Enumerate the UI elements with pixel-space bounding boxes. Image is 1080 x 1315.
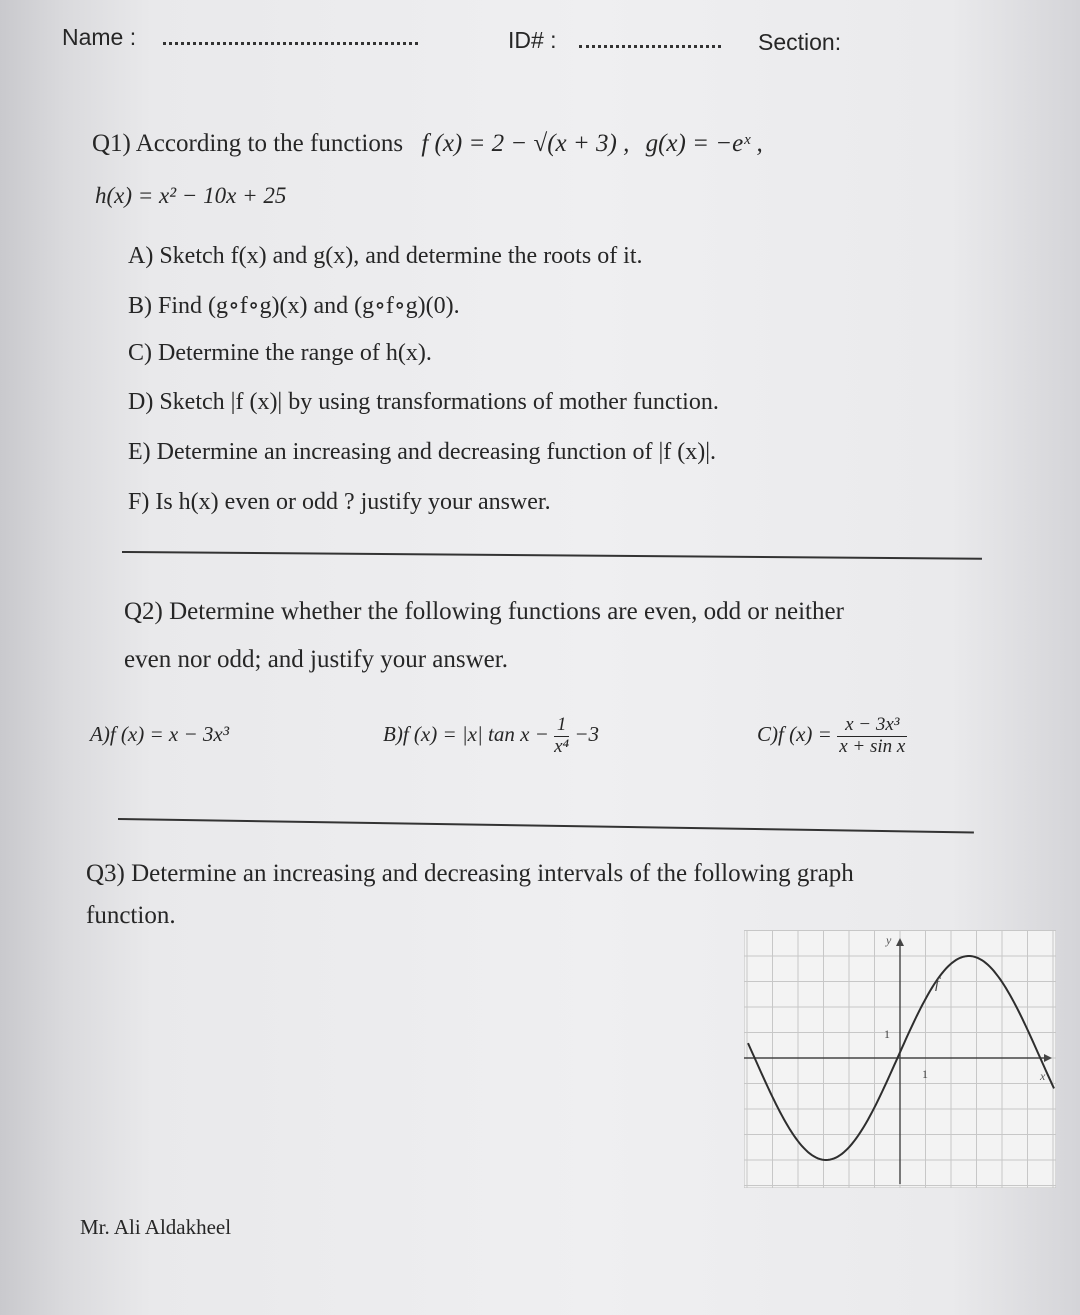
- q1-part-text: Determine the range of h(x).: [158, 340, 432, 366]
- q1-part-label: A): [128, 243, 154, 269]
- q2-b-right: −3: [574, 722, 600, 747]
- name-field: [62, 24, 418, 51]
- section-label: Section:: [758, 29, 842, 55]
- id-blank: [579, 45, 721, 48]
- q1-part-d: [128, 389, 719, 416]
- q2-line2: even nor odd; and justify your answer.: [124, 646, 508, 673]
- q2-function-b: [383, 715, 599, 758]
- q1-heading: [92, 130, 763, 158]
- q2-function-c: [757, 715, 907, 758]
- q1-g-definition: g(x) = −eˣ ,: [645, 130, 763, 157]
- q1-part-e: [128, 439, 716, 466]
- q1-f-definition: f (x) = 2 − √(x + 3) ,: [421, 130, 630, 157]
- q3-graph: [744, 930, 1056, 1188]
- q1-part-text: Sketch f(x) and g(x), and determine the roots of it.: [159, 243, 643, 269]
- q1-part-a: [128, 243, 643, 270]
- q2-c-numerator: x − 3x³: [837, 715, 907, 737]
- q1-part-text: Determine an increasing and decreasing function of |f (x)|.: [156, 439, 717, 465]
- q2-b-left: B)f (x) = |x| tan x −: [383, 722, 549, 747]
- q1-part-c: [128, 340, 432, 367]
- q2-line1: Q2) Determine whether the following functions are even, odd or neither: [124, 598, 844, 625]
- divider-q2: [118, 818, 974, 833]
- q1-part-b: [128, 291, 460, 320]
- q1-part-label: C): [128, 340, 152, 366]
- x-axis-label: x: [1040, 1069, 1046, 1083]
- curve-label: f: [935, 976, 940, 992]
- q1-intro: Q1) According to the functions: [92, 130, 404, 157]
- id-field: [508, 27, 721, 54]
- q2-c-left: C)f (x) =: [757, 722, 832, 747]
- q1-part-text: Sketch |f (x)| by using transformations of mother function.: [159, 389, 719, 415]
- q1-part-label: F): [128, 489, 150, 515]
- q1-part-text: Is h(x) even or odd ? justify your answer.: [155, 489, 551, 515]
- q1-h-definition: h(x) = x² − 10x + 25: [95, 183, 287, 208]
- name-blank: [163, 42, 418, 45]
- q2-b-numerator: 1: [554, 715, 569, 737]
- q2-b-denominator: x⁴: [554, 735, 570, 757]
- q2-c-fraction: [837, 715, 907, 758]
- y-tick-label: 1: [884, 1027, 890, 1041]
- q1-part-text: Find (g∘f∘g)(x) and (g∘f∘g)(0).: [158, 293, 460, 319]
- y-axis-label: y: [886, 933, 892, 947]
- q3-line1: Q3) Determine an increasing and decreasing intervals of the following graph: [86, 860, 854, 887]
- q1-part-label: B): [128, 293, 152, 319]
- x-tick-label: 1: [922, 1067, 928, 1081]
- q3-line2: function.: [86, 902, 176, 929]
- q2-c-denominator: x + sin x: [839, 735, 906, 757]
- id-label: ID# :: [508, 27, 557, 53]
- divider-q1: [122, 551, 982, 560]
- author-signature: Mr. Ali Aldakheel: [80, 1215, 232, 1239]
- q1-part-label: E): [128, 439, 151, 465]
- q2-function-a: A)f (x) = x − 3x³: [90, 722, 229, 746]
- name-label: Name :: [62, 24, 137, 50]
- q2-b-fraction: [554, 715, 569, 758]
- q1-part-label: D): [128, 389, 154, 415]
- q1-part-f: [128, 489, 551, 516]
